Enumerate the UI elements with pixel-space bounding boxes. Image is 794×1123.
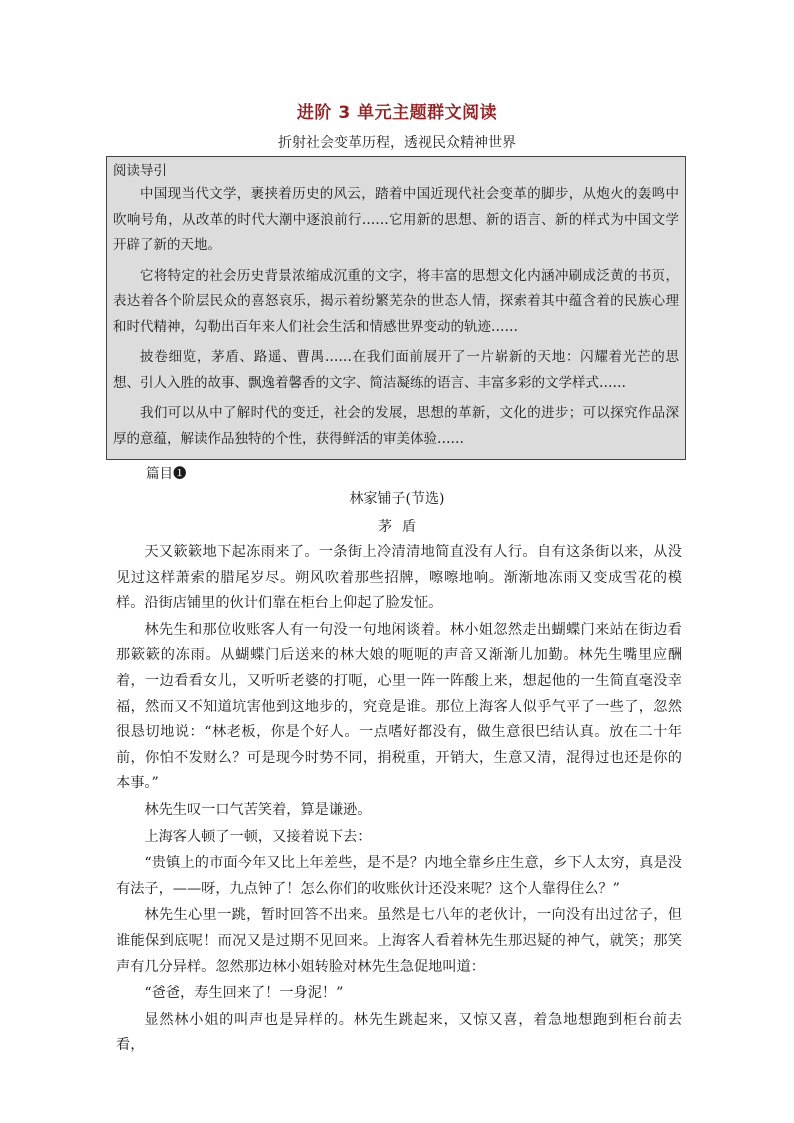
body-paragraph: 上海客人顿了一顿，又接着说下去： bbox=[144, 828, 372, 845]
guide-paragraph: 中国现当代文学，裹挟着历史的风云，踏着中国近现代社会变革的脚步，从炮火的轰鸣中吹响号角，从改革的时代大潮中逐浪前行……它用新的思想、新的语言、新的样式为中国文学开辟了新的天地。 bbox=[113, 186, 679, 253]
body-paragraph: “爸爸，寿生回来了！一身泥！” bbox=[144, 985, 344, 1002]
body-paragraph: 天又簌簌地下起冻雨来了。一条街上冷清清地简直没有人行。自有这条街以来，从没见过这样萧索的腊尾岁尽。朔风吹着那些招牌，嚓嚓地响。渐渐地冻雨又变成雪花的模样。沿街店铺里的伙计们靠在柜台上仰起了脸发怔。 bbox=[116, 544, 682, 612]
section-label: 篇目❶ bbox=[146, 466, 187, 482]
reading-guide-box bbox=[106, 156, 686, 460]
page-title: 进阶 3 单元主题群文阅读 bbox=[296, 103, 498, 123]
body-paragraph: 显然林小姐的叫声也是异样的。林先生跳起来，又惊又喜，着急地想跑到柜台前去看， bbox=[116, 1011, 682, 1054]
guide-paragraph: 披卷细览，茅盾、路遥、曹禺……在我们面前展开了一片崭新的天地：闪耀着光芒的思想、引人入胜的故事、飘逸着馨香的文字、简洁凝练的语言、丰富多彩的文学样式…… bbox=[113, 349, 679, 391]
body-paragraph: 林先生和那位收账客人有一句没一句地闲谈着。林小姐忽然走出蝴蝶门来站在街边看那簌簌的冻雨。从蝴蝶门后送来的林大娘的呃呃的声音又渐渐儿加勤。林先生嘴里应酬着，一边看看女儿，又听听老婆的打呃，心里一阵一阵酸上来，想起他的一生简直毫没幸福，然而又不知道坑害他到这地步的，究竟是谁。那位上海客人似乎气平了一些了，忽然很恳切地说：“林老板，你是个好人。一点嗜好都没有，做生意很巴结认真。放在二十年前，你怕不发财么？可是现今时势不同，捐税重，开销大，生意又清，混得过也还是你的本事。” bbox=[116, 621, 682, 792]
body-paragraph: “贵镇上的市面今年又比上年差些，是不是？内地全靠乡庄生意，乡下人太穷，真是没有法子，——呀，九点钟了！怎么你们的收账伙计还没来呢？这个人靠得住么？” bbox=[116, 855, 682, 897]
body-paragraph: 林先生叹一口气苦笑着，算是谦逊。 bbox=[144, 801, 372, 818]
body-paragraph: 林先生心里一跳，暂时回答不出来。虽然是七八年的老伙计，一向没有出过岔子，但谁能保到底呢！而况又是过期不见回来。上海客人看着林先生那迟疑的神气，就笑；那笑声有几分异样。忽然那边林小姐转脸对林先生急促地叫道： bbox=[116, 907, 682, 975]
excerpt-body bbox=[116, 540, 682, 1060]
work-author: 茅盾 bbox=[378, 519, 426, 535]
guide-paragraph: 我们可以从中了解时代的变迁，社会的发展，思想的革新，文化的进步；可以探究作品深厚的意蕴，解读作品独特的个性，获得鲜活的审美体验…… bbox=[113, 405, 679, 447]
work-title: 林家铺子(节选) bbox=[349, 491, 445, 507]
page-subtitle: 折射社会变革历程，透视民众精神世界 bbox=[278, 135, 516, 151]
reading-guide-label: 阅读导引 bbox=[113, 163, 167, 179]
guide-paragraph: 它将特定的社会历史背景浓缩成沉重的文字，将丰富的思想文化内涵冲刷成泛黄的书页，表达着各个阶层民众的喜怒哀乐，揭示着纷繁芜杂的世态人情，探索着其中蕴含着的民族心理和时代精神，勾勒出百年来人们社会生活和情感世界变动的轨迹…… bbox=[113, 267, 679, 335]
